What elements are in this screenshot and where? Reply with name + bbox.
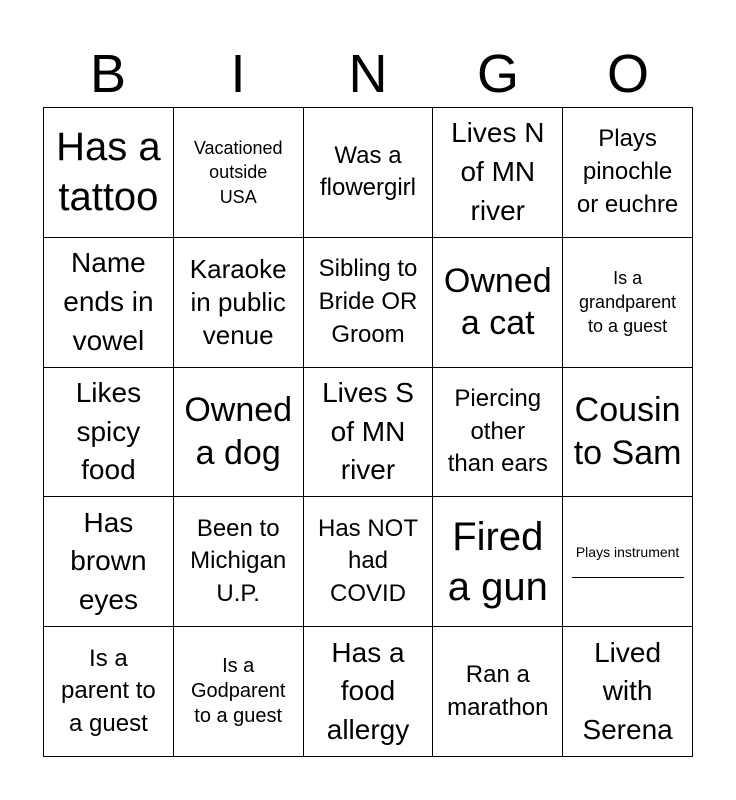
write-in-line (572, 577, 684, 578)
bingo-cell[interactable]: Likes spicy food (44, 368, 174, 498)
bingo-cell[interactable]: Piercing other than ears (433, 368, 563, 498)
bingo-cell-blank[interactable] (563, 497, 693, 627)
bingo-cell[interactable]: Has a food allergy (304, 627, 434, 757)
bingo-cell[interactable]: Fired a gun (433, 497, 563, 627)
bingo-cell[interactable]: Been to Michigan U.P. (174, 497, 304, 627)
header-letter-b: B (89, 44, 127, 104)
header-letter-n: N (348, 44, 388, 104)
bingo-cell[interactable]: Is a parent to a guest (44, 627, 174, 757)
bingo-header (43, 40, 693, 108)
bingo-cell[interactable]: Plays pinochle or euchre (563, 108, 693, 238)
header-letter-o: O (606, 44, 649, 104)
bingo-cell[interactable]: Has brown eyes (44, 497, 174, 627)
bingo-cell-label: Plays instrument (575, 544, 680, 561)
bingo-cell[interactable]: Is a Godparent to a guest (174, 627, 304, 757)
bingo-cell[interactable]: Lived with Serena (563, 627, 693, 757)
bingo-cell[interactable]: Owned a cat (433, 238, 563, 368)
header-letter-i: I (230, 44, 246, 104)
bingo-cell[interactable]: Has a tattoo (44, 108, 174, 238)
bingo-cell[interactable]: Was a flowergirl (304, 108, 434, 238)
bingo-cell[interactable]: Lives S of MN river (304, 368, 434, 498)
bingo-cell[interactable]: Sibling to Bride OR Groom (304, 238, 434, 368)
bingo-cell[interactable]: Karaoke in public venue (174, 238, 304, 368)
bingo-grid (43, 107, 693, 757)
bingo-cell[interactable]: Vacationed outside USA (174, 108, 304, 238)
header-letter-g: G (476, 44, 519, 104)
bingo-cell[interactable]: Name ends in vowel (44, 238, 174, 368)
bingo-cell[interactable]: Has NOT had COVID (304, 497, 434, 627)
bingo-cell[interactable]: Ran a marathon (433, 627, 563, 757)
bingo-cell[interactable]: Owned a dog (174, 368, 304, 498)
bingo-cell[interactable]: Cousin to Sam (563, 368, 693, 498)
bingo-cell[interactable]: Lives N of MN river (433, 108, 563, 238)
bingo-cell[interactable]: Is a grandparent to a guest (563, 238, 693, 368)
